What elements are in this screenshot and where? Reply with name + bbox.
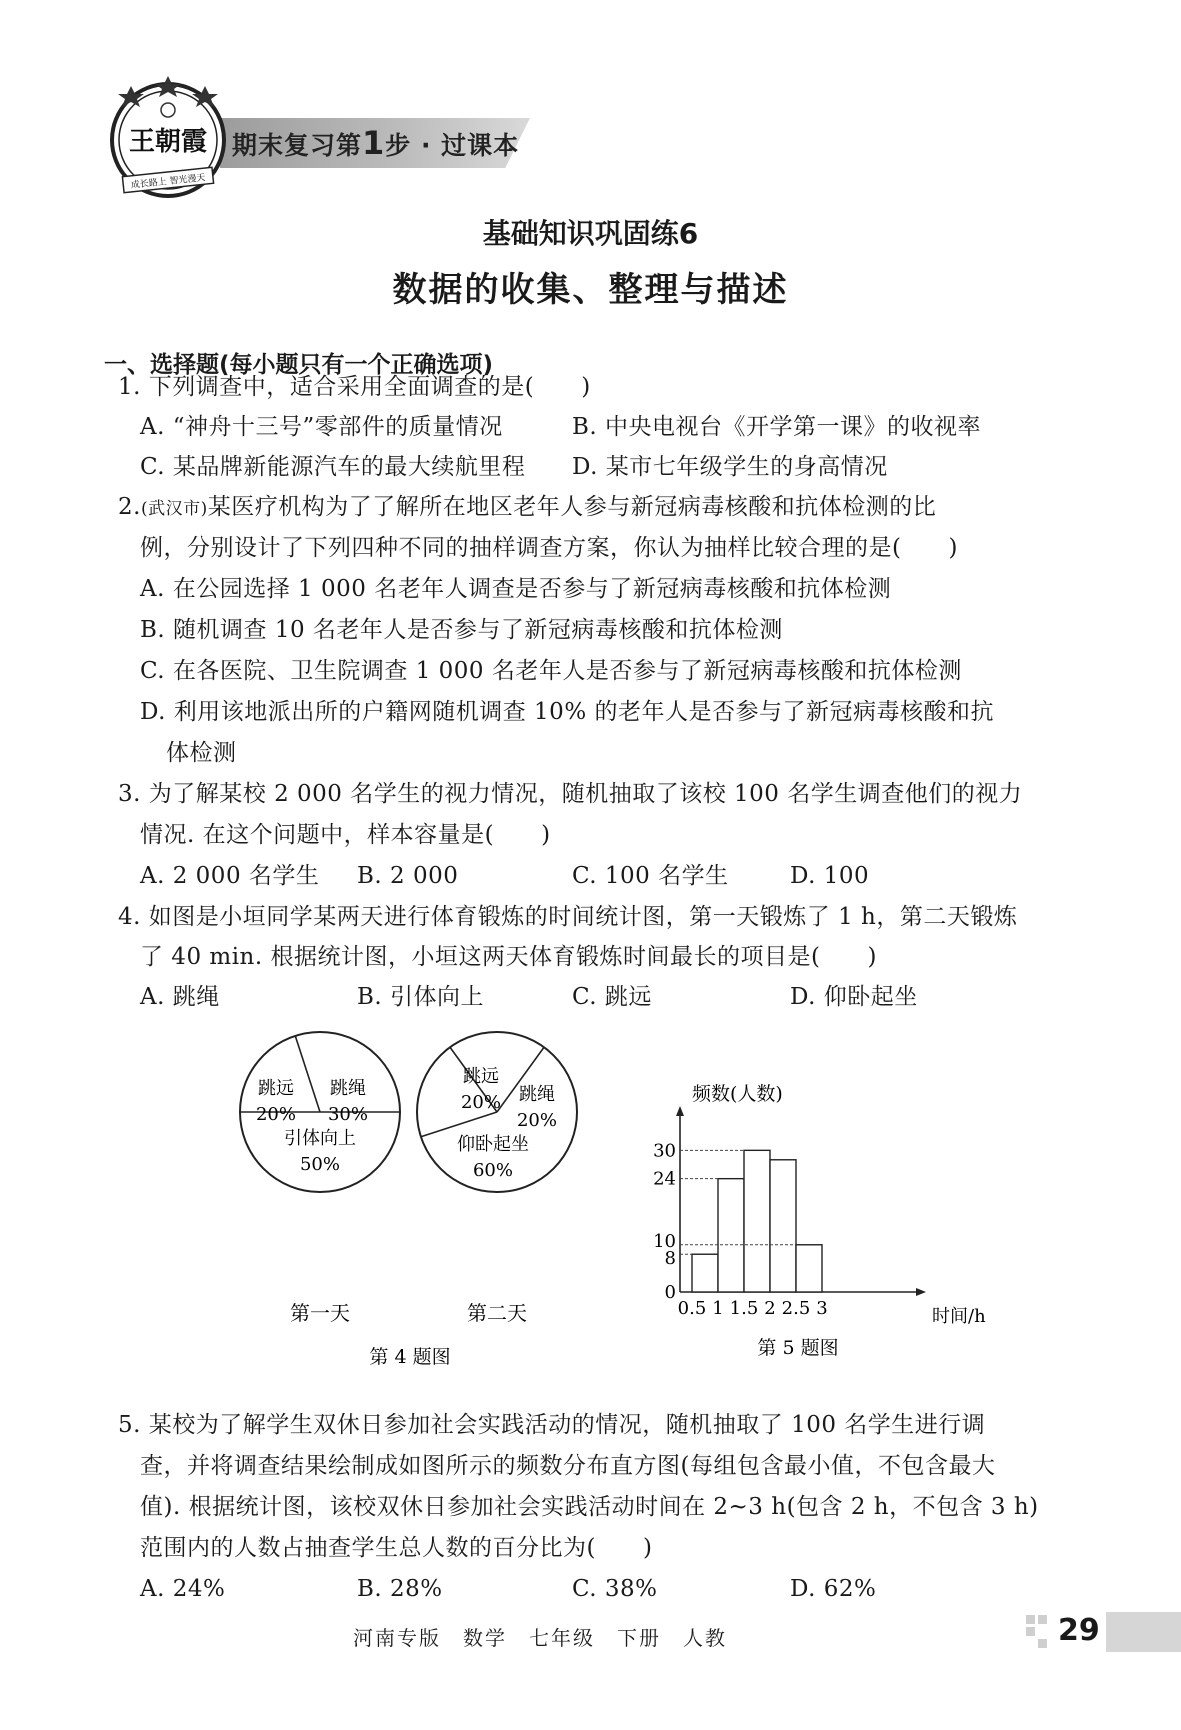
pie-day1 bbox=[240, 1032, 400, 1192]
q2-stem-line1 bbox=[118, 492, 936, 524]
q4-option-b: B. 引体向上 bbox=[357, 984, 485, 1010]
q5-option-b: B. 28% bbox=[357, 1576, 443, 1602]
banner-suffix: 步 · 过课本 bbox=[385, 131, 520, 160]
page-number: 29 bbox=[1058, 1613, 1100, 1648]
fig4-caption: 第 4 题图 bbox=[369, 1346, 451, 1368]
q2-source-tag: (武汉市) bbox=[140, 499, 208, 519]
q4-stem-line1: 4. 如图是小垣同学某两天进行体育锻炼的时间统计图，第一天锻炼了 1 h，第二天锻炼 bbox=[118, 904, 1018, 930]
histogram-bar bbox=[796, 1245, 822, 1292]
y-tick-label: 0 bbox=[664, 1282, 676, 1303]
q1-option-a: A. “神舟十三号”零部件的质量情况 bbox=[140, 414, 503, 440]
q5-option-d: D. 62% bbox=[790, 1576, 877, 1602]
x-axis-arrow bbox=[916, 1288, 926, 1296]
histogram-bar bbox=[744, 1150, 770, 1292]
x-tick-label: 1.5 bbox=[729, 1298, 759, 1319]
pie2-slice-value-1: 20% bbox=[516, 1110, 558, 1131]
histogram-bar bbox=[692, 1254, 718, 1292]
q2-stem-text: 某医疗机构为了了解所在地区老年人参与新冠病毒核酸和抗体检测的比 bbox=[207, 494, 937, 520]
q1-stem: 1. 下列调查中，适合采用全面调查的是( ) bbox=[118, 374, 591, 400]
q5-stem-line1: 5. 某校为了解学生双休日参加社会实践活动的情况，随机抽取了 100 名学生进行调 bbox=[118, 1412, 986, 1438]
y-axis-arrow bbox=[676, 1106, 684, 1116]
footer-edition: 河南专版 数学 七年级 下册 人教 bbox=[353, 1626, 727, 1650]
q4-option-a: A. 跳绳 bbox=[140, 984, 220, 1010]
brand-name: 王朝霞 bbox=[128, 127, 208, 157]
subtitle: 基础知识巩固练6 bbox=[482, 217, 699, 250]
histogram-plot bbox=[653, 1083, 986, 1359]
q3-option-d: D. 100 bbox=[790, 863, 870, 889]
x-tick-label: 1 bbox=[712, 1298, 724, 1319]
y-tick-label: 8 bbox=[664, 1248, 676, 1270]
q2-stem-line2: 例，分别设计了下列四种不同的抽样调查方案，你认为抽样比较合理的是( ) bbox=[140, 535, 958, 561]
x-tick-label: 2.5 bbox=[781, 1298, 811, 1319]
page-number-bar bbox=[1106, 1612, 1181, 1652]
q2-option-d-line1: D. 利用该地派出所的户籍网随机调查 10% 的老年人是否参与了新冠病毒核酸和抗 bbox=[140, 699, 994, 725]
pie-day1-label: 第一天 bbox=[290, 1301, 350, 1325]
q1-option-d: D. 某市七年级学生的身高情况 bbox=[572, 454, 888, 480]
pie2-slice-label-0: 跳远 bbox=[463, 1066, 499, 1087]
pie2-slice-value-2: 60% bbox=[472, 1160, 514, 1181]
q5-stem-line4: 范围内的人数占抽查学生总人数的百分比为( ) bbox=[140, 1535, 653, 1561]
x-tick-label: 3 bbox=[816, 1298, 828, 1319]
q5-option-a: A. 24% bbox=[140, 1576, 226, 1602]
fig5-caption: 第 5 题图 bbox=[757, 1337, 839, 1359]
pie1-slice-value-0: 20% bbox=[255, 1104, 297, 1125]
pie1-slice-label-0: 跳远 bbox=[258, 1078, 294, 1099]
pie2-slice-label-2: 仰卧起坐 bbox=[457, 1134, 529, 1155]
q3-option-c: C. 100 名学生 bbox=[572, 863, 729, 889]
decor-square bbox=[1026, 1627, 1035, 1636]
brand-logo bbox=[103, 72, 233, 202]
pie1-slice-value-2: 50% bbox=[299, 1154, 341, 1175]
decor-square bbox=[1038, 1615, 1047, 1624]
q3-option-b: B. 2 000 bbox=[357, 863, 459, 889]
x-tick-label: 2 bbox=[764, 1298, 776, 1319]
pie1-slice-value-1: 30% bbox=[327, 1104, 369, 1125]
q1-option-b: B. 中央电视台《开学第一课》的收视率 bbox=[572, 414, 982, 440]
q2-option-a: A. 在公园选择 1 000 名老年人调查是否参与了新冠病毒核酸和抗体检测 bbox=[140, 576, 892, 602]
fig5-histogram bbox=[653, 1083, 986, 1370]
y-tick-label: 10 bbox=[653, 1230, 676, 1252]
page-title: 数据的收集、整理与描述 bbox=[392, 270, 789, 310]
q1-option-c: C. 某品牌新能源汽车的最大续航里程 bbox=[140, 454, 526, 480]
pie2-slice-value-0: 20% bbox=[460, 1092, 502, 1113]
q3-stem-line2: 情况. 在这个问题中，样本容量是( ) bbox=[140, 822, 551, 848]
header-banner-text bbox=[232, 124, 519, 162]
y-axis-label: 频数(人数) bbox=[692, 1083, 783, 1105]
q3-stem-line1: 3. 为了解某校 2 000 名学生的视力情况，随机抽取了该校 100 名学生调查他们的视力 bbox=[118, 781, 1023, 807]
q4-stem-line2: 了 40 min. 根据统计图，小垣这两天体育锻炼时间最长的项目是( ) bbox=[140, 944, 877, 970]
pie-day2-label: 第二天 bbox=[467, 1301, 527, 1325]
q5-stem-line2: 查，并将调查结果绘制成如图所示的频数分布直方图(每组包含最小值，不包含最大 bbox=[140, 1453, 996, 1479]
pie2-slice-0 bbox=[421, 1112, 497, 1137]
banner-prefix: 期末复习第 bbox=[232, 131, 363, 160]
q2-option-b: B. 随机调查 10 名老年人是否参与了新冠病毒核酸和抗体检测 bbox=[140, 617, 783, 643]
q2-option-d-line2: 体检测 bbox=[166, 740, 237, 766]
x-tick-label: 0.5 bbox=[677, 1298, 707, 1319]
q2-number: 2. bbox=[118, 494, 141, 520]
pie1-slice-label-1: 跳绳 bbox=[330, 1078, 366, 1099]
q4-option-c: C. 跳远 bbox=[572, 984, 652, 1010]
pie1-slice-1 bbox=[295, 1036, 320, 1112]
q2-option-c: C. 在各医院、卫生院调查 1 000 名老年人是否参与了新冠病毒核酸和抗体检测 bbox=[140, 658, 962, 684]
histogram-bar bbox=[718, 1179, 744, 1292]
section-title: 一、选择题(每小题只有一个正确选项) bbox=[104, 352, 494, 378]
pie2-slice-label-1: 跳绳 bbox=[519, 1084, 555, 1105]
x-axis-label: 时间/h bbox=[932, 1306, 986, 1327]
q5-option-c: C. 38% bbox=[572, 1576, 658, 1602]
logo-slogan: 成长路上 智光漫天 bbox=[130, 173, 206, 191]
y-tick-label: 24 bbox=[653, 1168, 676, 1190]
decor-square bbox=[1026, 1615, 1035, 1624]
pie-day2 bbox=[417, 1032, 577, 1192]
pie1-slice-label-2: 引体向上 bbox=[284, 1128, 356, 1149]
y-tick-label: 30 bbox=[653, 1140, 676, 1162]
q4-option-d: D. 仰卧起坐 bbox=[790, 984, 918, 1010]
fig4-pie-charts bbox=[220, 1030, 620, 1370]
q5-stem-line3: 值). 根据统计图，该校双休日参加社会实践活动时间在 2~3 h(包含 2 h，不包含 3 h) bbox=[140, 1494, 1039, 1520]
histogram-bar bbox=[770, 1160, 796, 1292]
q3-option-a: A. 2 000 名学生 bbox=[140, 863, 320, 889]
decor-square bbox=[1038, 1639, 1047, 1648]
banner-step: 1 bbox=[362, 124, 386, 162]
